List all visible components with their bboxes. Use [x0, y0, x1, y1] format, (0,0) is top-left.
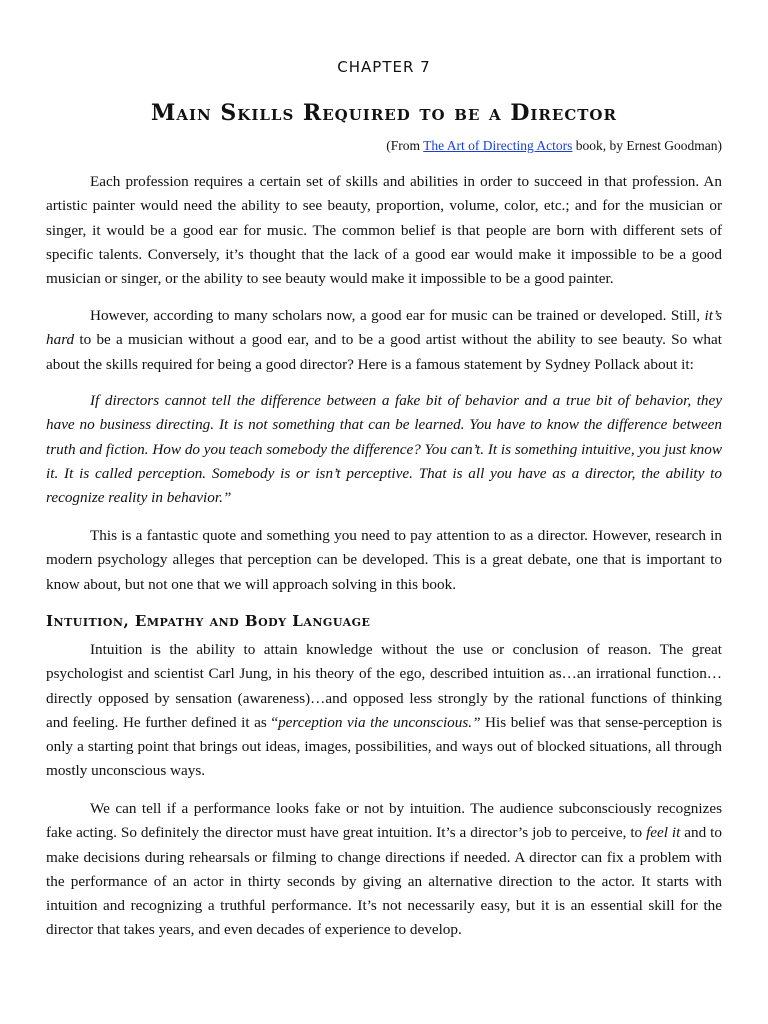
- chapter-title: Main Skills Required to be a Director: [151, 100, 617, 126]
- paragraph-6: [46, 797, 722, 943]
- paragraph-4: [46, 524, 722, 597]
- text-run: We can tell if a performance looks fake or not by intuition. The audience subconsciously recognizes fake acting. So definitely the director must have great intuition. It’s a director’s job to perceive, to: [46, 800, 722, 842]
- paragraph-1: [46, 170, 722, 291]
- paragraph-text: [46, 797, 722, 943]
- book-link[interactable]: The Art of Directing Actors: [423, 138, 573, 153]
- paragraph-text: [46, 638, 722, 784]
- paragraph-2: [46, 304, 722, 377]
- pollack-quote: [46, 389, 722, 510]
- italic-run: it’s hard: [46, 307, 722, 349]
- text-run: His belief was that sense-perception is only a starting point that brings out ideas, images, possibilities, and ways out of blocked situations, all through mostly unconscious ways.: [46, 713, 722, 780]
- text-run: and to make decisions during rehearsals or filming to change directions if needed. A director can fix a problem with the performance of an actor in thirty seconds by giving an alternative direction to the actor. It starts with intuition and recognizing a truthful performance. It’s not necessarily easy, but it is an essential skill for the director that takes years, and even decades of experience to develop.: [46, 824, 722, 939]
- italic-run: If directors cannot tell the difference between a fake bit of behavior and a true bit of behavior, they have no business directing. It is not something that can be learned. You have to know the difference between truth and fiction. How do you teach somebody the difference? You can’t. It is something intuitive, you just know it. It is called perception. Somebody is or isn’t perceptive. That is all you have as a director, the ability to recognize reality in behavior.”: [46, 392, 722, 507]
- quote-text: [46, 389, 722, 510]
- paragraph-5: [46, 638, 722, 784]
- source-citation: [386, 138, 722, 154]
- chapter-label: CHAPTER 7: [337, 58, 431, 76]
- text-run: to be a musician without a good ear, and to be a good artist without the ability to see beauty. So what about the skills required for being a good director? Here is a famous statement by Sydney Pollack about it:: [46, 331, 722, 373]
- text-run: However, according to many scholars now, a good ear for music can be trained or developed. Still,: [90, 307, 705, 324]
- source-prefix: (From: [386, 138, 424, 153]
- paragraph-text: Each profession requires a certain set of skills and abilities in order to succeed in that profession. An artistic painter would need the ability to see beauty, proportion, volume, color, etc.; and for the musician or singer, it would be a good ear for music. The common belief is that people are born with different sets of specific talents. Conversely, it’s thought that the lack of a good ear would make it impossible to be a good musician or singer, or the ability to see beauty would make it impossible to be a good painter.: [46, 173, 722, 288]
- paragraph-text: This is a fantastic quote and something you need to pay attention to as a director. However, research in modern psychology alleges that perception can be developed. This is a great debate, one that is important to know about, but not one that we will approach solving in this book.: [46, 527, 722, 593]
- italic-run: feel it: [646, 824, 681, 842]
- source-suffix: book, by Ernest Goodman): [572, 138, 722, 153]
- text-run: Intuition is the ability to attain knowledge without the use or conclusion of reason. The great psychologist and scientist Carl Jung, in his theory of the ego, described intuition as…an irrational function…directly opposed by sensation (awareness)…and opposed less strongly by the rational functions of thinking and feeling. He further defined it as “: [46, 641, 722, 731]
- section-heading: Intuition, Empathy and Body Language: [46, 612, 371, 630]
- paragraph-text: [46, 304, 722, 377]
- italic-run: perception via the unconscious.”: [278, 713, 481, 731]
